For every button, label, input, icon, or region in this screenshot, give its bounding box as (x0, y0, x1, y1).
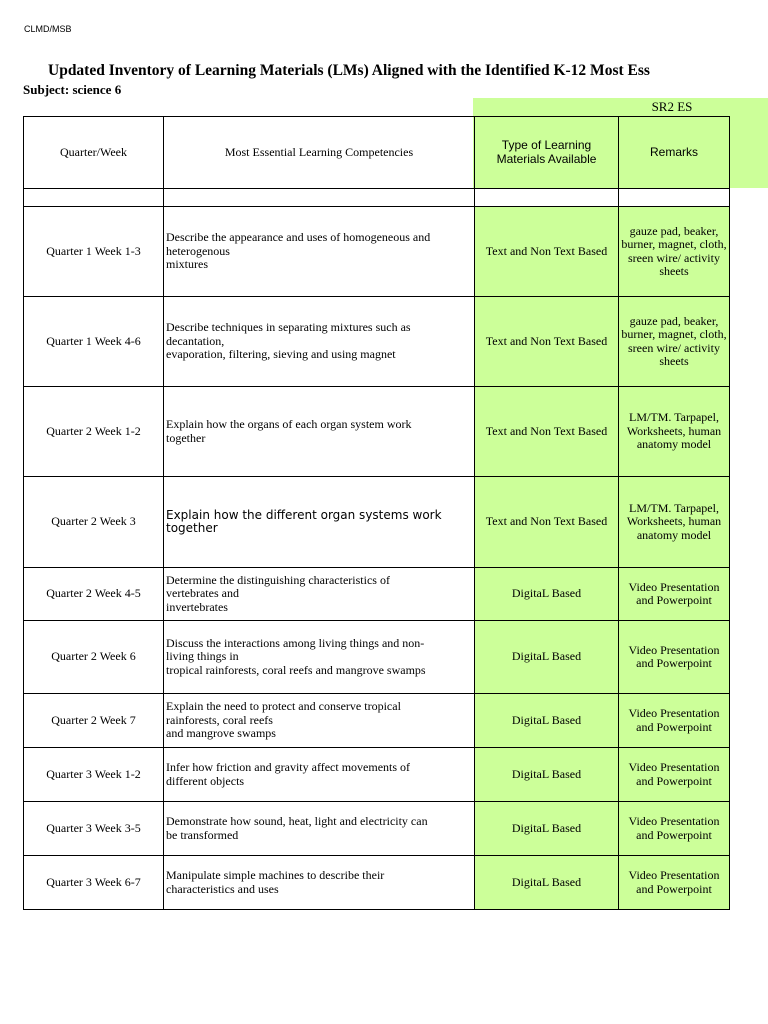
competency-line: rainforests, coral reefs (166, 712, 273, 727)
competency-line: Describe the appearance and uses of homogeneous and (166, 230, 431, 245)
remarks-cell: LM/TM. Tarpapel, Worksheets, human anatomy model (619, 477, 730, 568)
remarks-cell: Video Presentation and Powerpoint (619, 568, 730, 621)
quarter-week-cell: Quarter 3 Week 6-7 (24, 856, 164, 910)
remarks-cell: gauze pad, beaker, burner, magnet, cloth, sreen wire/ activity sheets (619, 297, 730, 387)
remarks-cell: Video Presentation and Powerpoint (619, 802, 730, 856)
competency-line: invertebrates (166, 599, 228, 614)
remarks-cell: Video Presentation and Powerpoint (619, 694, 730, 748)
inventory-table (23, 116, 730, 910)
competency-cell (164, 694, 475, 748)
competency-line: evaporation, filtering, sieving and using magnet (166, 347, 396, 362)
blank-row (24, 189, 730, 207)
header-remarks: Remarks (619, 117, 730, 189)
material-type-cell: DigitaL Based (475, 568, 619, 621)
competency-line: together (166, 430, 206, 445)
competency-cell (164, 477, 475, 568)
quarter-week-cell: Quarter 1 Week 1-3 (24, 207, 164, 297)
table-row (24, 297, 730, 387)
table-row (24, 694, 730, 748)
table-row (24, 207, 730, 297)
remarks-cell: gauze pad, beaker, burner, magnet, cloth, sreen wire/ activity sheets (619, 207, 730, 297)
document-code: CLMD/MSB (24, 24, 72, 34)
competency-line: characteristics and uses (166, 881, 279, 896)
competency-line: Explain the need to protect and conserve tropical (166, 699, 401, 714)
competency-line: Explain how the different organ systems work (166, 507, 442, 522)
header-quarter-week: Quarter/Week (24, 117, 164, 189)
blank-cell (475, 189, 619, 207)
material-type-cell: DigitaL Based (475, 694, 619, 748)
competency-cell (164, 568, 475, 621)
table-row (24, 856, 730, 910)
quarter-week-cell: Quarter 2 Week 1-2 (24, 387, 164, 477)
competency-cell (164, 748, 475, 802)
competency-cell (164, 387, 475, 477)
material-type-cell: DigitaL Based (475, 802, 619, 856)
competency-cell (164, 297, 475, 387)
competency-line: mixtures (166, 257, 208, 272)
blank-cell (164, 189, 475, 207)
competency-line: Explain how the organs of each organ system work (166, 417, 412, 431)
competency-cell (164, 802, 475, 856)
school-label: SR2 ES (651, 99, 693, 114)
remarks-cell: LM/TM. Tarpapel, Worksheets, human anatomy model (619, 387, 730, 477)
table-header-row (24, 117, 730, 189)
remarks-cell: Video Presentation and Powerpoint (619, 748, 730, 802)
quarter-week-cell: Quarter 2 Week 3 (24, 477, 164, 568)
table-row (24, 477, 730, 568)
quarter-week-cell: Quarter 3 Week 1-2 (24, 748, 164, 802)
competency-line: Determine the distinguishing characteristics of (166, 572, 390, 587)
material-type-cell: Text and Non Text Based (475, 387, 619, 477)
header-competencies: Most Essential Learning Competencies (164, 117, 475, 189)
remarks-cell: Video Presentation and Powerpoint (619, 621, 730, 694)
blank-cell (619, 189, 730, 207)
blank-cell (24, 189, 164, 207)
quarter-week-cell: Quarter 2 Week 4-5 (24, 568, 164, 621)
competency-line: Demonstrate how sound, heat, light and electricity can (166, 814, 428, 828)
table-row (24, 802, 730, 856)
quarter-week-cell: Quarter 3 Week 3-5 (24, 802, 164, 856)
competency-line: decantation, (166, 333, 225, 348)
header-material-type: Type of Learning Materials Available (475, 117, 619, 189)
competency-line: living things in (166, 649, 239, 664)
material-type-cell: Text and Non Text Based (475, 477, 619, 568)
quarter-week-cell: Quarter 2 Week 7 (24, 694, 164, 748)
remarks-cell: Video Presentation and Powerpoint (619, 856, 730, 910)
material-type-cell: Text and Non Text Based (475, 297, 619, 387)
material-type-cell: Text and Non Text Based (475, 207, 619, 297)
competency-line: together (166, 521, 218, 535)
competency-line: Discuss the interactions among living things and non- (166, 635, 425, 650)
subject-label: Subject: science 6 (23, 82, 122, 97)
competency-line: vertebrates and (166, 586, 239, 601)
material-type-cell: DigitaL Based (475, 856, 619, 910)
competency-cell (164, 856, 475, 910)
competency-line: heterogenous (166, 243, 230, 258)
competency-line: Manipulate simple machines to describe their (166, 868, 385, 882)
document-title: Updated Inventory of Learning Materials (LMs) Aligned with the Identified K-12 Most Ess (48, 62, 650, 79)
quarter-week-cell: Quarter 2 Week 6 (24, 621, 164, 694)
competency-line: and mangrove swamps (166, 726, 276, 741)
competency-line: Describe techniques in separating mixtures such as (166, 320, 411, 335)
quarter-week-cell: Quarter 1 Week 4-6 (24, 297, 164, 387)
material-type-cell: DigitaL Based (475, 621, 619, 694)
competency-line: different objects (166, 773, 245, 788)
competency-line: Infer how friction and gravity affect movements of (166, 760, 411, 774)
table-row (24, 568, 730, 621)
table-row (24, 748, 730, 802)
material-type-cell: DigitaL Based (475, 748, 619, 802)
competency-cell (164, 621, 475, 694)
competency-line: tropical rainforests, coral reefs and mangrove swamps (166, 662, 426, 677)
table-row (24, 387, 730, 477)
table-row (24, 621, 730, 694)
competency-line: be transformed (166, 827, 239, 842)
competency-cell (164, 207, 475, 297)
